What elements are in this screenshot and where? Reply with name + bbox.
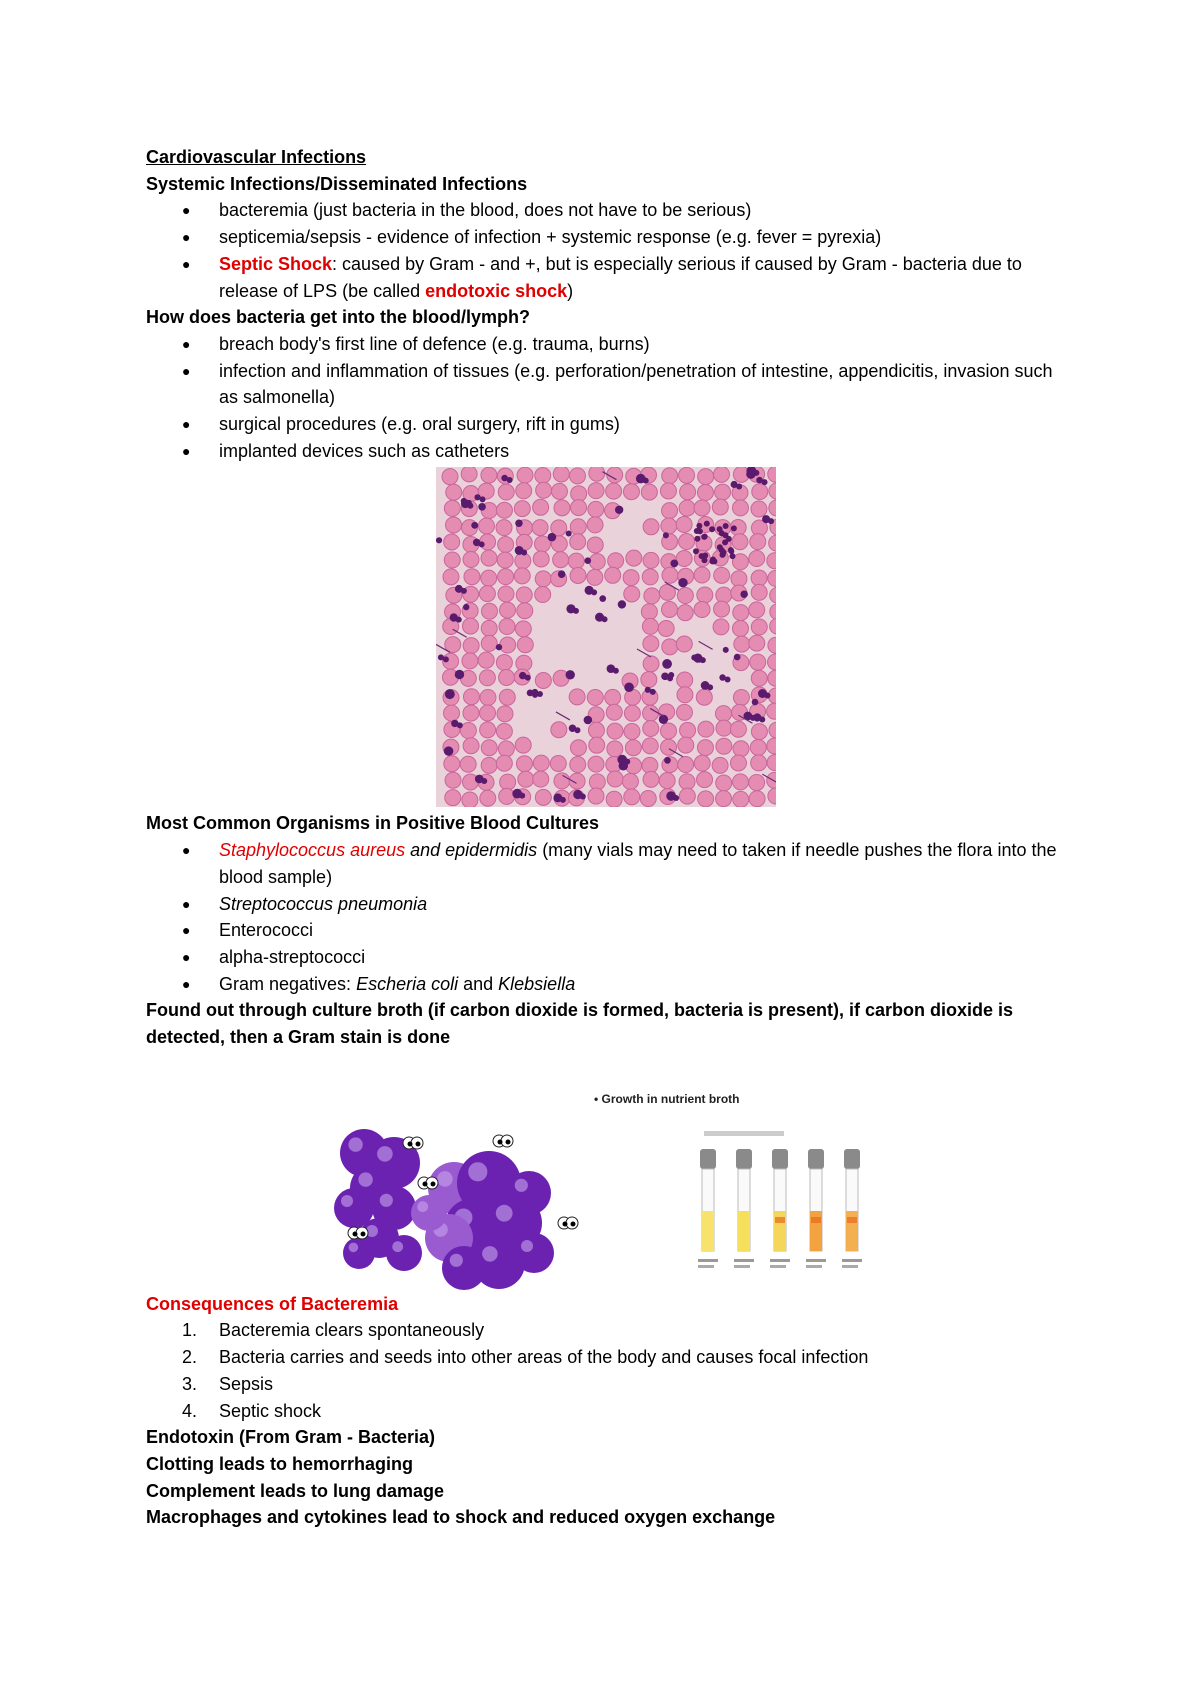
list-item: ● Staphylococcus aureus and epidermidis (many vials may need to taken if needle pushes the flora into the blood sample) bbox=[146, 837, 1066, 890]
bacteria-cartoon-image bbox=[324, 1113, 584, 1293]
list-item: 2. Bacteria carries and seeds into other areas of the body and causes focal infection bbox=[182, 1347, 869, 1368]
endotoxin-line: Clotting leads to hemorrhaging bbox=[146, 1453, 414, 1474]
list-item: ● surgical procedures (e.g. oral surgery, rift in gums) bbox=[146, 411, 1066, 438]
list-item: 3. Sepsis bbox=[182, 1373, 274, 1394]
broth-bullet-text: • Growth in nutrient broth bbox=[594, 1091, 740, 1106]
organisms-heading: Most Common Organisms in Positive Blood Cultures bbox=[146, 813, 600, 834]
list-item: ● Streptococcus pneumonia bbox=[146, 891, 1066, 918]
list-item: ● Enterococci bbox=[146, 917, 1066, 944]
consequences-heading: Consequences of Bacteremia bbox=[146, 1293, 399, 1314]
entry-heading: How does bacteria get into the blood/lymph? bbox=[146, 307, 531, 328]
list-item: ● Gram negatives: Escheria coli and Klebsiella bbox=[146, 971, 1066, 998]
list-item: ● implanted devices such as catheters bbox=[146, 438, 1066, 465]
list-item: ● bacteremia (just bacteria in the blood, does not have to be serious) bbox=[146, 197, 1066, 224]
consequences-list bbox=[146, 1317, 1066, 1424]
list-item: ● alpha-streptococci bbox=[146, 944, 1066, 971]
gram-stain-blood-image bbox=[436, 467, 776, 807]
list-item: ● breach body's first line of defence (e.g. trauma, burns) bbox=[146, 331, 1066, 358]
endotoxic-shock-term: endotoxic shock bbox=[425, 280, 568, 301]
document-page bbox=[146, 144, 1066, 1531]
list-item: 4. Septic shock bbox=[182, 1400, 322, 1421]
page-title: Cardiovascular Infections bbox=[146, 147, 367, 167]
septic-shock-term: Septic Shock bbox=[219, 253, 333, 274]
organisms-list bbox=[146, 837, 1066, 997]
endotoxin-line: Endotoxin (From Gram - Bacteria) bbox=[146, 1427, 436, 1448]
systemic-heading: Systemic Infections/Disseminated Infections bbox=[146, 173, 528, 194]
staph-name: Staphylococcus aureus bbox=[219, 840, 406, 861]
figure-row bbox=[146, 1071, 1066, 1291]
list-item: 1. Bacteremia clears spontaneously bbox=[182, 1320, 485, 1341]
culture-note: Found out through culture broth (if carbon dioxide is formed, bacteria is present), if carbon dioxide is detected, then a Gram stain is done bbox=[146, 1000, 1014, 1048]
endotoxin-line: Macrophages and cytokines lead to shock and reduced oxygen exchange bbox=[146, 1507, 776, 1528]
list-item: ● Septic Shock: caused by Gram - and +, but is especially serious if caused by Gram - bacteria due to release of LPS (be called endotoxic shock) bbox=[146, 251, 1066, 304]
list-item: ● septicemia/sepsis - evidence of infection + systemic response (e.g. fever = pyrexia) bbox=[146, 224, 1066, 251]
list-item: ● infection and inflammation of tissues (e.g. perforation/penetration of intestine, appendicitis, invasion such as salmonella) bbox=[146, 358, 1066, 411]
endotoxin-line: Complement leads to lung damage bbox=[146, 1480, 445, 1501]
systemic-list bbox=[146, 197, 1066, 304]
entry-list bbox=[146, 331, 1066, 465]
nutrient-broth-image bbox=[584, 1079, 884, 1291]
